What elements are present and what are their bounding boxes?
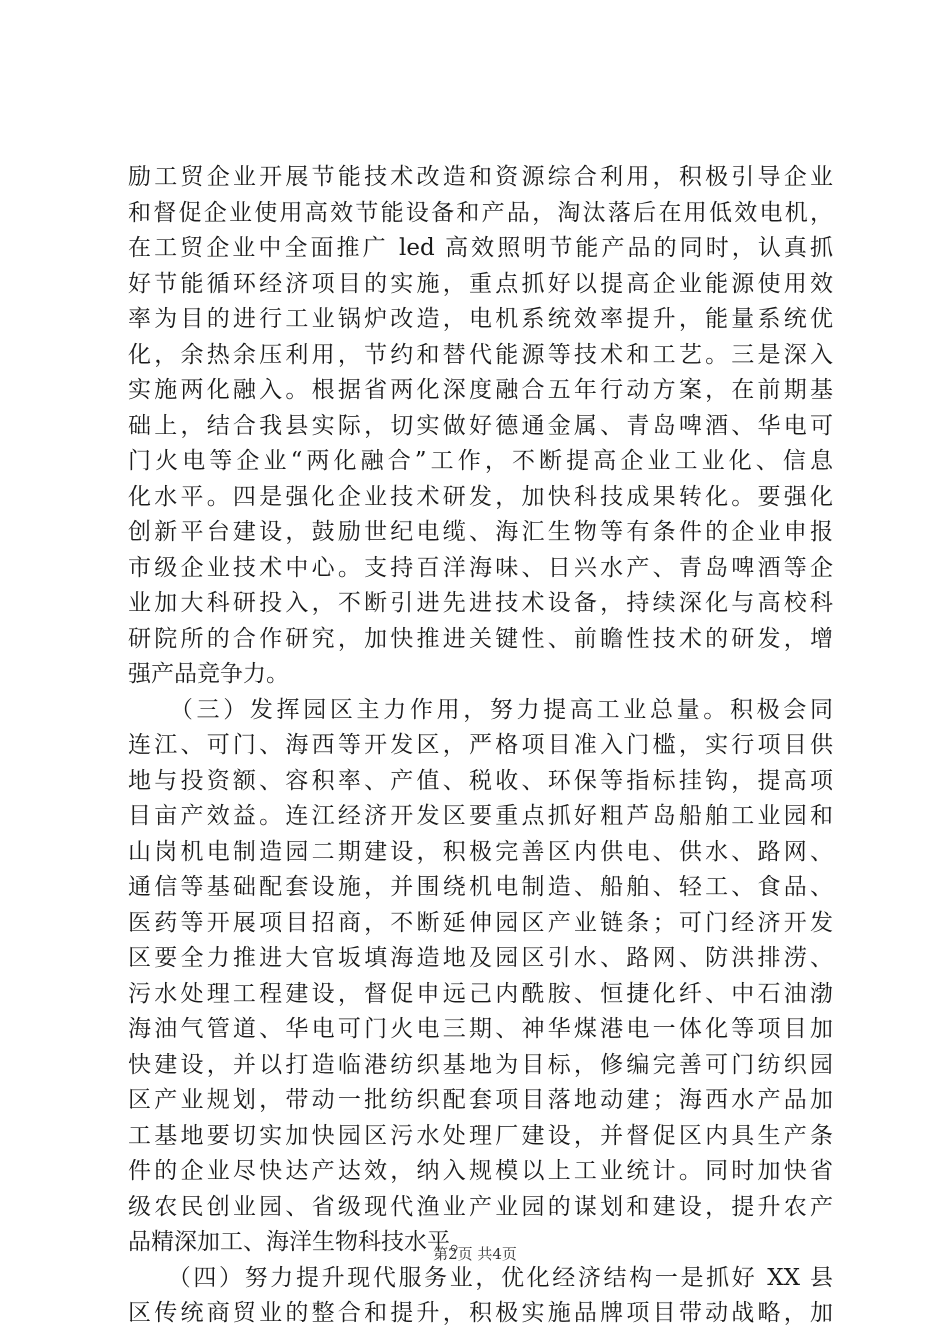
text-line: 件的企业尽快达产达效，纳入规模以上工业统计。同时加快省 bbox=[128, 1158, 833, 1184]
text-line: 区传统商贸业的整合和提升，积极实施品牌项目带动战略，加 bbox=[128, 1300, 833, 1326]
text-line: 区要全力推进大官坂填海造地及园区引水、路网、防洪排涝、 bbox=[128, 945, 833, 971]
page-footer: 第2页 共4页 bbox=[433, 1245, 517, 1263]
text-line: 化，余热余压利用，节约和替代能源等技术和工艺。三是深入 bbox=[128, 341, 833, 368]
text-line: 品精深加工、海洋生物科技水平。 bbox=[128, 1229, 473, 1255]
text-line: 和督促企业使用高效节能设备和产品，淘汰落后在用低效电机， bbox=[128, 199, 833, 226]
text-line: 海油气管道、华电可门火电三期、神华煤港电一体化等项目加 bbox=[128, 1016, 833, 1042]
text-line: 地与投资额、容积率、产值、税收、环保等指标挂钩，提高项 bbox=[128, 767, 833, 794]
text-line: 率为目的进行工业锅炉改造，电机系统效率提升，能量系统优 bbox=[128, 306, 833, 332]
text-line: （四）努力提升现代服务业，优化经济结构一是抓好 XX 县 bbox=[128, 1264, 833, 1291]
document-body bbox=[128, 160, 833, 1332]
text-line: 业加大科研投入，不断引进先进技术设备，持续深化与高校科 bbox=[128, 590, 833, 616]
text-line: 研院所的合作研究，加快推进关键性、前瞻性技术的研发，增 bbox=[128, 625, 833, 652]
text-line: （三）发挥园区主力作用，努力提高工业总量。积极会同 bbox=[128, 696, 833, 723]
text-line: 山岗机电制造园二期建设，积极完善区内供电、供水、路网、 bbox=[128, 838, 833, 865]
text-line: 级农民创业园、省级现代渔业产业园的谋划和建设，提升农产 bbox=[128, 1193, 833, 1220]
text-line: 创新平台建设，鼓励世纪电缆、海汇生物等有条件的企业申报 bbox=[128, 519, 833, 545]
text-line: 础上，结合我县实际，切实做好德通金属、青岛啤酒、华电可 bbox=[128, 412, 833, 439]
text-line: 污水处理工程建设，督促申远己内酰胺、恒捷化纤、中石油渤 bbox=[128, 980, 833, 1007]
text-line: 工基地要切实加快园区污水处理厂建设，并督促区内具生产条 bbox=[128, 1122, 833, 1149]
text-line: 门火电等企业“两化融合”工作，不断提高企业工业化、信息 bbox=[128, 448, 833, 474]
text-line: 实施两化融入。根据省两化深度融合五年行动方案，在前期基 bbox=[128, 377, 833, 403]
text-line: 市级企业技术中心。支持百洋海味、日兴水产、青岛啤酒等企 bbox=[128, 554, 833, 581]
text-line: 通信等基础配套设施，并围绕机电制造、船舶、轻工、食品、 bbox=[128, 874, 833, 900]
text-line: 化水平。四是强化企业技术研发，加快科技成果转化。要强化 bbox=[128, 483, 833, 510]
text-line: 目亩产效益。连江经济开发区要重点抓好粗芦岛船舶工业园和 bbox=[128, 803, 833, 829]
text-line: 区产业规划，带动一批纺织配套项目落地动建；海西水产品加 bbox=[128, 1087, 833, 1113]
text-line: 好节能循环经济项目的实施，重点抓好以提高企业能源使用效 bbox=[128, 270, 833, 297]
text-line: 强产品竞争力。 bbox=[128, 661, 289, 687]
text-line: 医药等开展项目招商，不断延伸园区产业链条；可门经济开发 bbox=[128, 909, 833, 936]
text-line: 在工贸企业中全面推广 led 高效照明节能产品的同时，认真抓 bbox=[128, 235, 833, 261]
text-line: 快建设，并以打造临港纺织基地为目标，修编完善可门纺织园 bbox=[128, 1051, 833, 1078]
text-line: 励工贸企业开展节能技术改造和资源综合利用，积极引导企业 bbox=[128, 164, 833, 190]
text-line: 连江、可门、海西等开发区，严格项目准入门槛，实行项目供 bbox=[128, 732, 833, 758]
